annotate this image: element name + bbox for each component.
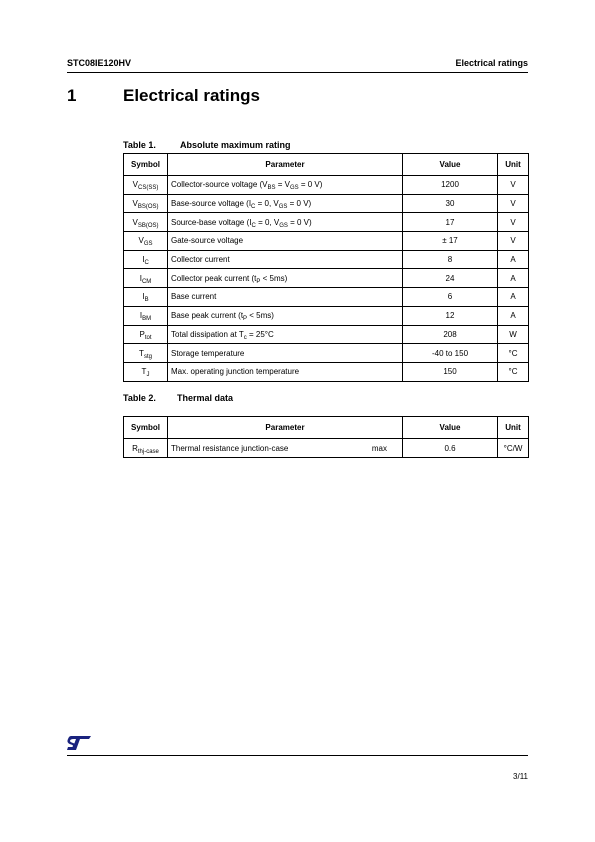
table-row bbox=[124, 288, 529, 307]
parameter-cell: Source-base voltage ($I_C = 0$, $V_{GS} = 0$ V) bbox=[168, 213, 403, 232]
col-unit: Unit bbox=[498, 417, 529, 439]
qualifier-text: max bbox=[371, 443, 387, 453]
symbol-cell: $P_{tot}$ bbox=[124, 325, 168, 344]
col-symbol: Symbol bbox=[124, 417, 168, 439]
parameter-cell: Base-source voltage ($I_C = 0$, $V_{GS} = 0$ V) bbox=[168, 194, 403, 213]
table2-caption-label: Table 2. bbox=[123, 393, 156, 403]
unit-cell: W bbox=[498, 325, 529, 344]
unit-cell: °C bbox=[498, 362, 529, 381]
header-rule bbox=[67, 72, 528, 73]
header-section: Electrical ratings bbox=[455, 58, 528, 68]
value-cell: 0.6 bbox=[403, 439, 498, 458]
value-cell: 6 bbox=[403, 288, 498, 307]
symbol-cell: $I_C$ bbox=[124, 250, 168, 269]
table1-caption bbox=[123, 140, 291, 150]
table-row bbox=[124, 213, 529, 232]
value-cell: -40 to 150 bbox=[403, 344, 498, 363]
unit-cell: V bbox=[498, 232, 529, 251]
footer-rule bbox=[67, 755, 528, 756]
unit-cell: A bbox=[498, 288, 529, 307]
table-row bbox=[124, 194, 529, 213]
table1-caption-title: Absolute maximum rating bbox=[180, 140, 291, 150]
value-cell: 1200 bbox=[403, 176, 498, 195]
col-symbol: Symbol bbox=[124, 154, 168, 176]
col-parameter: Parameter bbox=[168, 154, 403, 176]
thermal-data-table bbox=[123, 416, 529, 458]
value-cell: 150 bbox=[403, 362, 498, 381]
table-row bbox=[124, 232, 529, 251]
symbol-cell: $R_{thj-case}$ bbox=[124, 439, 168, 458]
table-header-row bbox=[124, 417, 529, 439]
unit-cell: A bbox=[498, 306, 529, 325]
table-row bbox=[124, 176, 529, 195]
parameter-cell: Base peak current $(t_P < 5ms)$ bbox=[168, 306, 403, 325]
value-cell: 30 bbox=[403, 194, 498, 213]
parameter-text: Thermal resistance junction-case bbox=[171, 443, 289, 453]
symbol-cell: $I_B$ bbox=[124, 288, 168, 307]
unit-cell: V bbox=[498, 176, 529, 195]
symbol-cell: $I_{BM}$ bbox=[124, 306, 168, 325]
symbol-cell: $V_{CS(SS)}$ bbox=[124, 176, 168, 195]
parameter-cell: Collector current bbox=[168, 250, 403, 269]
col-value: Value bbox=[403, 417, 498, 439]
parameter-cell: Gate-source voltage bbox=[168, 232, 403, 251]
col-value: Value bbox=[403, 154, 498, 176]
table-row bbox=[124, 269, 529, 288]
unit-cell: V bbox=[498, 213, 529, 232]
parameter-cell: Max. operating junction temperature bbox=[168, 362, 403, 381]
value-cell: 12 bbox=[403, 306, 498, 325]
symbol-cell: $V_{BS(OS)}$ bbox=[124, 194, 168, 213]
st-logo bbox=[67, 736, 91, 750]
table-header-row bbox=[124, 154, 529, 176]
unit-cell: V bbox=[498, 194, 529, 213]
parameter-cell: Storage temperature bbox=[168, 344, 403, 363]
table2-caption bbox=[123, 393, 234, 403]
parameter-cell: Collector-source voltage ($V_{BS} = V_{GS} = 0$ V) bbox=[168, 176, 403, 195]
section-title: Electrical ratings bbox=[123, 86, 261, 105]
parameter-cell: Collector peak current $(t_P < 5ms)$ bbox=[168, 269, 403, 288]
col-unit: Unit bbox=[498, 154, 529, 176]
parameter-cell: Base current bbox=[168, 288, 403, 307]
table-row bbox=[124, 250, 529, 269]
col-parameter: Parameter bbox=[168, 417, 403, 439]
unit-cell: A bbox=[498, 269, 529, 288]
symbol-cell: $V_{GS}$ bbox=[124, 232, 168, 251]
unit-cell: °C bbox=[498, 344, 529, 363]
table-row bbox=[124, 362, 529, 381]
absolute-max-rating-table bbox=[123, 153, 529, 382]
table-row bbox=[124, 325, 529, 344]
value-cell: 8 bbox=[403, 250, 498, 269]
parameter-cell bbox=[168, 439, 403, 458]
unit-cell: °C/W bbox=[498, 439, 529, 458]
value-cell: 17 bbox=[403, 213, 498, 232]
symbol-cell: $T_{stg}$ bbox=[124, 344, 168, 363]
table-row bbox=[124, 306, 529, 325]
table2-caption-title: Thermal data bbox=[177, 393, 234, 403]
value-cell: 24 bbox=[403, 269, 498, 288]
symbol-cell: $V_{SB(OS)}$ bbox=[124, 213, 168, 232]
symbol-cell: $I_{CM}$ bbox=[124, 269, 168, 288]
table-row bbox=[124, 439, 529, 458]
unit-cell: A bbox=[498, 250, 529, 269]
value-cell: 208 bbox=[403, 325, 498, 344]
page-number: 3/11 bbox=[513, 772, 528, 781]
parameter-cell: Total dissipation at $T_c = 25^\circ C$ bbox=[168, 325, 403, 344]
table-row bbox=[124, 344, 529, 363]
header-doc-id: STC08IE120HV bbox=[67, 58, 132, 68]
section-number: 1 bbox=[67, 86, 77, 105]
table1-caption-label: Table 1. bbox=[123, 140, 156, 150]
value-cell: ± 17 bbox=[403, 232, 498, 251]
symbol-cell: $T_J$ bbox=[124, 362, 168, 381]
